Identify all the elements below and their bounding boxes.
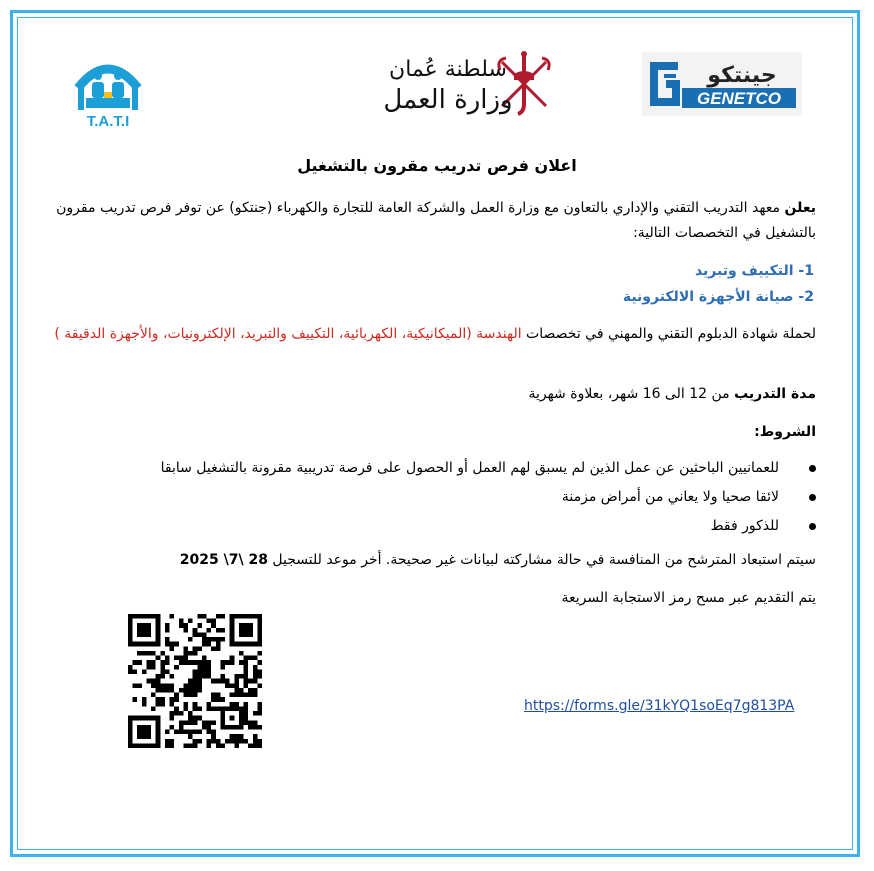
condition-item bbox=[161, 454, 816, 483]
exclusion-paragraph bbox=[180, 552, 816, 568]
condition-item bbox=[161, 483, 816, 512]
ministry-name-line2: وزارة العمل bbox=[383, 85, 513, 115]
genetco-logo bbox=[642, 52, 802, 116]
ministry-of-labour-logo bbox=[328, 46, 558, 122]
conditions-title: الشروط: bbox=[754, 424, 816, 440]
ministry-name-line1: سلطنة عُمان bbox=[389, 57, 507, 82]
eligibility-paragraph bbox=[46, 322, 816, 347]
duration-text: من 12 الى 16 شهر، بعلاوة شهرية bbox=[528, 386, 735, 402]
qr-code[interactable] bbox=[128, 614, 262, 748]
specialty-item: 1- التكييف وتبريد bbox=[694, 263, 814, 279]
exclusion-text: سيتم استبعاد المترشح من المنافسة في حالة مشاركته لبيانات غير صحيحة. أخر موعد للتسجيل bbox=[267, 552, 816, 568]
condition-text: للذكور فقط bbox=[710, 518, 779, 534]
genetco-arabic-name: جينتكو bbox=[707, 63, 777, 88]
bullet-icon bbox=[809, 494, 816, 501]
condition-text: لائقا صحيا ولا يعاني من أمراض مزمنة bbox=[561, 489, 779, 505]
conditions-list bbox=[161, 454, 816, 541]
apply-instruction: يتم التقديم عبر مسح رمز الاستجابة السريعة bbox=[561, 590, 816, 606]
bullet-icon bbox=[809, 523, 816, 530]
tati-logo bbox=[70, 48, 146, 130]
tati-logo-text: T.A.T.I bbox=[86, 113, 130, 130]
specialties-list bbox=[623, 258, 814, 310]
bullet-icon bbox=[809, 465, 816, 472]
eligibility-lead: لحملة شهادة الدبلوم التقني والمهني في تخصصات bbox=[521, 326, 816, 342]
duration-label: مدة التدريب bbox=[734, 386, 816, 402]
eligibility-fields: الهندسة (الميكانيكية، الكهربائية، التكييف والتبريد، الإلكترونيات، والأجهزة الدقيقة ) bbox=[54, 326, 522, 342]
genetco-latin-name: GENETCO bbox=[696, 89, 782, 108]
intro-paragraph bbox=[46, 196, 816, 246]
condition-text: للعمانيين الباحثين عن عمل الذين لم يسبق لهم العمل أو الحصول على فرصة تدريبية مقرونة بالتشغيل سابقا bbox=[160, 460, 779, 476]
intro-lead: يعلن bbox=[784, 200, 816, 216]
intro-text: معهد التدريب التقني والإداري بالتعاون مع وزارة العمل والشركة العامة للتجارة والكهرباء (جنتكو) عن توفر فرص تدريب مقرون بالتشغيل في التخصصات التالية: bbox=[56, 200, 816, 241]
announcement-title: اعلان فرص تدريب مقرون بالتشغيل bbox=[297, 156, 577, 175]
duration-paragraph bbox=[528, 386, 816, 402]
specialty-item: 2- صيانة الأجهزة الالكترونية bbox=[622, 289, 814, 305]
condition-item bbox=[161, 512, 816, 541]
registration-deadline: 28 \7\ 2025 bbox=[179, 552, 268, 568]
application-form-link[interactable]: https://forms.gle/31kYQ1soEq7g813PA bbox=[524, 698, 795, 714]
